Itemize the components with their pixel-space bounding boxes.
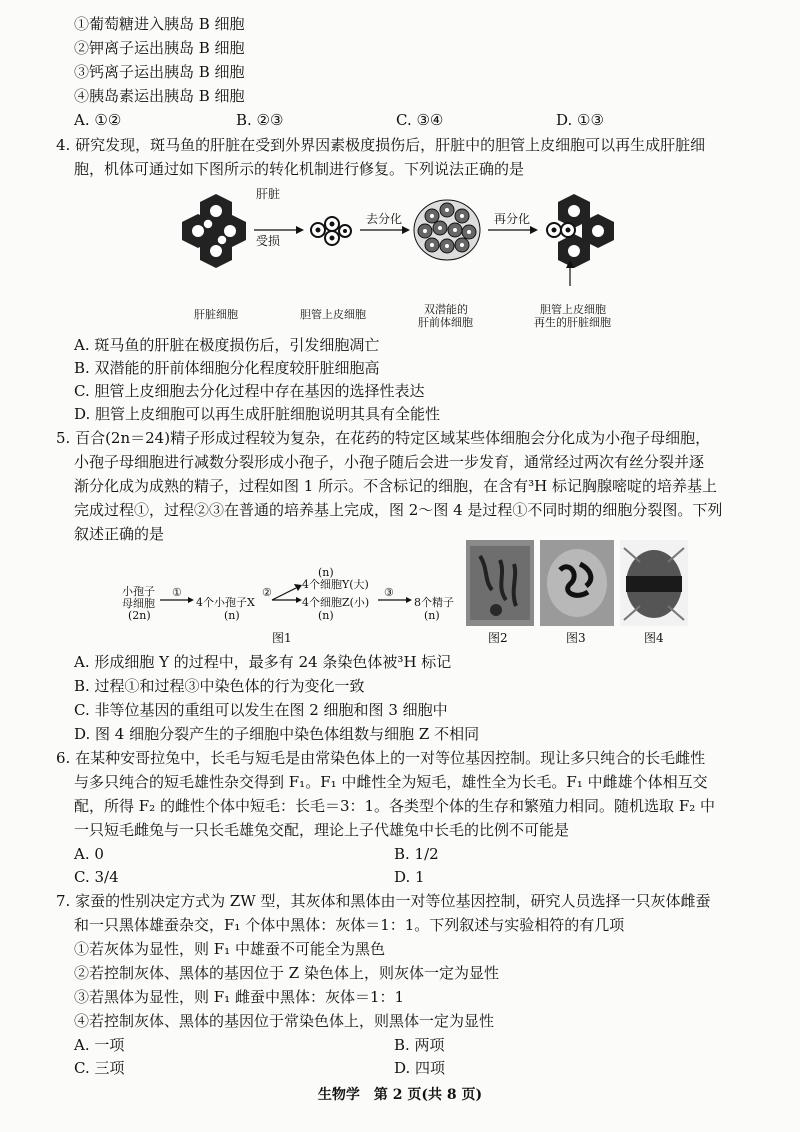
q4-stem-2: 胞，机体可通过如下图所示的转化机制进行修复。下列说法正确的是 [74, 160, 525, 178]
q4-arrow1-bottom-label: 受损 [256, 234, 281, 248]
q5-stem-4: 完成过程①，过程②③在普通的培养基上完成，图 2～图 4 是过程①不同时期的细胞分裂图。下列 [74, 501, 723, 519]
q5-mother-ploidy: (2n) [128, 609, 151, 622]
q7-stem-2: 和一只黑体雄蚕杂交，F₁ 个体中黑体：灰体＝1：1。下列叙述与实验相符的有几项 [74, 916, 625, 934]
q3-item-4: ④胰岛素运出胰岛 B 细胞 [74, 87, 245, 105]
q4-caption-regen-2: 再生的肝脏细胞 [534, 316, 611, 329]
q3-option-c: C. ③④ [396, 111, 444, 129]
q5-z-ploidy: (n) [318, 609, 334, 622]
q7-option-b: B. 两项 [394, 1036, 445, 1054]
q5-x-label: 4个小孢子X [196, 596, 255, 609]
q5-fig3-caption: 图3 [566, 631, 586, 645]
q6-option-a: A. 0 [74, 845, 104, 863]
q6-option-c: C. 3/4 [74, 868, 119, 886]
q3-option-d: D. ①③ [556, 111, 604, 129]
q5-figure-4-micrograph [620, 540, 688, 626]
q5-y-label: 4个细胞Y(大) [302, 578, 369, 591]
regenerated-liver-cells-icon [547, 194, 614, 268]
q5-stem-1: 5. 百合(2n＝24)精子形成过程较为复杂，在花药的特定区域某些体细胞会分化成为小孢子母细胞， [56, 429, 711, 447]
page-footer: 生物学 第 2 页(共 8 页) [317, 1087, 483, 1103]
q5-stem-5: 叙述正确的是 [74, 525, 165, 543]
q4-arrow2-label: 去分化 [366, 212, 403, 226]
q6-stem-1: 6. 在某种安哥拉兔中，长毛与短毛是由常染色体上的一对等位基因控制。现让多只纯合的长毛雌性 [56, 749, 706, 767]
q5-z-label: 4个细胞Z(小) [302, 596, 370, 609]
q5-sperm-label: 8个精子 [414, 596, 454, 609]
q5-option-b: B. 过程①和过程③中染色体的行为变化一致 [74, 677, 365, 695]
q4-caption-bile: 胆管上皮细胞 [300, 308, 366, 321]
q5-sperm-ploidy: (n) [424, 609, 440, 622]
bipotent-precursor-cells-icon [414, 200, 480, 260]
q4-caption-regen-1: 胆管上皮细胞 [540, 303, 606, 316]
q7-stem-1: 7. 家蚕的性别决定方式为 ZW 型，其灰体和黑体由一对等位基因控制，研究人员选择一只灰体雌蚕 [56, 892, 711, 910]
q7-item-2: ②若控制灰体、黑体的基因位于 Z 染色体上，则灰体一定为显性 [74, 964, 499, 982]
q4-arrow3-label: 再分化 [494, 212, 531, 226]
q6-stem-3: 配，所得 F₂ 的雌性个体中短毛：长毛＝3：1。各类型个体的生存和繁殖力相同。随机选取 F₂ 中 [74, 797, 716, 815]
q7-option-d: D. 四项 [394, 1059, 446, 1077]
q5-option-a: A. 形成细胞 Y 的过程中，最多有 24 条染色体被³H 标记 [74, 653, 452, 671]
q5-y-ploidy: (n) [318, 566, 334, 579]
q5-fig2-caption: 图2 [488, 631, 508, 645]
q5-mother-label-1: 小孢子 [122, 585, 155, 598]
q5-stem-2: 小孢子母细胞进行减数分裂形成小孢子，小孢子随后会进一步发育，通常经过两次有丝分裂并逐 [74, 453, 705, 471]
q5-option-c: C. 非等位基因的重组可以发生在图 2 细胞和图 3 细胞中 [74, 701, 448, 719]
q3-option-a: A. ①② [74, 111, 122, 129]
q4-option-b: B. 双潜能的肝前体细胞分化程度较肝脏细胞高 [74, 359, 380, 377]
q5-figure-3-micrograph [540, 540, 614, 626]
q7-option-a: A. 一项 [74, 1036, 125, 1054]
q5-mother-label-2: 母细胞 [122, 597, 155, 610]
bile-duct-cells-icon [311, 217, 351, 245]
q5-fig4-caption: 图4 [644, 631, 664, 645]
q4-caption-bipotent-1: 双潜能的 [424, 303, 468, 316]
q7-item-1: ①若灰体为显性，则 F₁ 中雄蚕不可能全为黑色 [74, 940, 385, 958]
q5-x-ploidy: (n) [224, 609, 240, 622]
q4-figure [170, 180, 630, 302]
q4-option-a: A. 斑马鱼的肝脏在极度损伤后，引发细胞凋亡 [74, 336, 380, 354]
liver-cells-icon [182, 194, 246, 268]
q6-stem-4: 一只短毛雌兔与一只长毛雄兔交配，理论上子代雄兔中长毛的比例不可能是 [74, 821, 570, 839]
q7-item-4: ④若控制灰体、黑体的基因位于常染色体上，则黑体一定为显性 [74, 1012, 495, 1030]
q3-item-3: ③钙离子运出胰岛 B 细胞 [74, 63, 245, 81]
q4-caption-bipotent-2: 肝前体细胞 [418, 316, 473, 329]
q5-stem-3: 渐分化成为成熟的精子，过程如图 1 所示。不含标记的细胞，在含有³H 标记胸腺嘧啶的培养基上 [74, 477, 717, 495]
q6-stem-2: 与多只纯合的短毛雄性杂交得到 F₁。F₁ 中雌性全为短毛，雄性全为长毛。F₁ 中雌雄个体相互交 [74, 773, 708, 791]
q5-figure-2-micrograph [466, 540, 534, 626]
q3-option-b: B. ②③ [236, 111, 284, 129]
q5-step-2: ② [262, 586, 272, 599]
q5-step-1: ① [172, 586, 182, 599]
q4-option-c: C. 胆管上皮细胞去分化过程中存在基因的选择性表达 [74, 382, 425, 400]
q7-option-c: C. 三项 [74, 1059, 125, 1077]
q5-fig1-caption: 图1 [272, 631, 292, 645]
q3-item-2: ②钾离子运出胰岛 B 细胞 [74, 39, 245, 57]
q5-step-3: ③ [384, 586, 394, 599]
q4-arrow1-top-label: 肝脏 [256, 187, 281, 201]
q4-option-d: D. 胆管上皮细胞可以再生成肝脏细胞说明其具有全能性 [74, 405, 441, 423]
q4-stem-1: 4. 研究发现，斑马鱼的肝脏在受到外界因素极度损伤后，肝脏中的胆管上皮细胞可以再生成肝脏细 [56, 136, 706, 154]
q6-option-d: D. 1 [394, 868, 425, 886]
q4-caption-liver: 肝脏细胞 [194, 308, 238, 321]
q6-option-b: B. 1/2 [394, 845, 439, 863]
q5-option-d: D. 图 4 细胞分裂产生的子细胞中染色体组数与细胞 Z 不相同 [74, 725, 480, 743]
q7-item-3: ③若黑体为显性，则 F₁ 雌蚕中黑体：灰体＝1：1 [74, 988, 405, 1006]
q3-item-1: ①葡萄糖进入胰岛 B 细胞 [74, 15, 245, 33]
